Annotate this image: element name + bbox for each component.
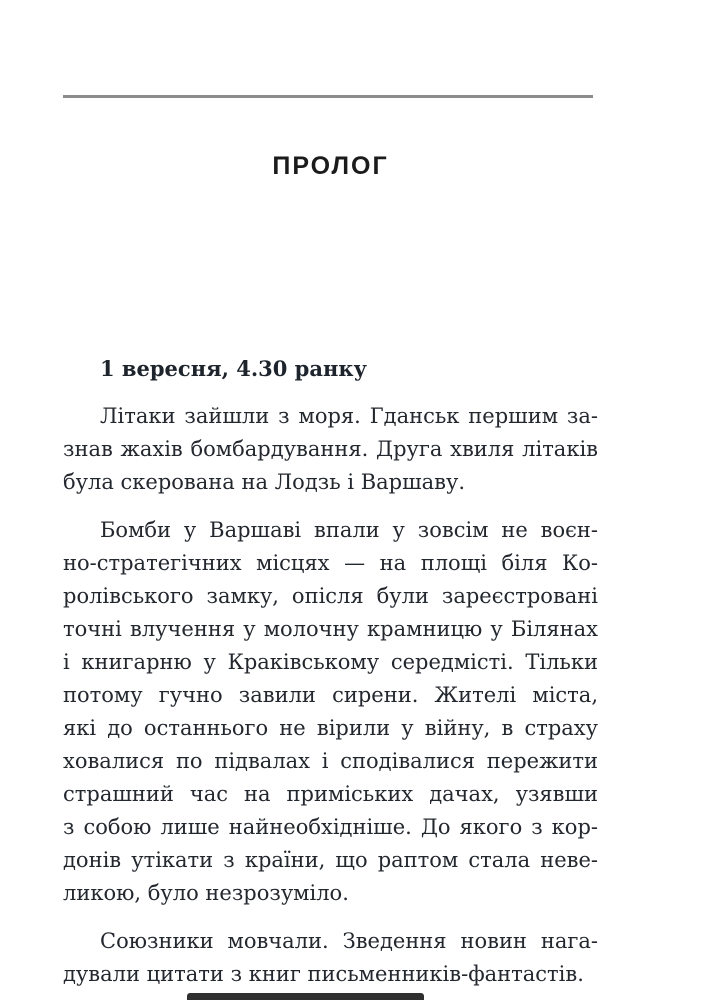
section-divider [63,95,593,98]
paragraph [63,925,598,991]
text-line: Літаки зайшли з моря. Гданськ першим за- [100,404,598,428]
text-line: точні влучення у молочну крамницю у Білянах [63,617,598,641]
chapter-title: ПРОЛОГ [272,152,389,180]
text-line: ховалися по підвалах і сподівалися пережити [63,749,598,773]
text-line: ролівського замку, опісля були зареєстровані [63,584,598,608]
text-line: була скерована на Лодзь і Варшаву. [63,470,466,494]
text-line: з собою лише найнеобхідніше. До якого з кор- [63,815,598,839]
text-line: Бомби у Варшаві впали у зовсім не воєн- [100,518,598,542]
text-line: страшний час на приміських дачах, узявши [63,782,598,806]
text-line: Союзники мовчали. Зведення новин нага- [100,929,598,953]
paragraph [63,514,598,910]
text-line: які до останнього не вірили у війну, в страху [63,716,598,740]
text-line: ликою, було незрозуміло. [63,881,349,905]
bottom-bar [187,993,424,1000]
body-text [63,400,598,991]
text-line: потому гучно завили сирени. Жителі міста, [63,683,598,707]
date-line: 1 вересня, 4.30 ранку [100,356,367,381]
text-line: і книгарню у Краківському середмісті. Тільки [63,650,598,674]
text-line: знав жахів бомбардування. Друга хвиля літаків [63,437,598,461]
text-line: но-стратегічних місцях — на площі біля Ко- [63,551,598,575]
paragraph [63,400,598,499]
text-line: донів утікати з країни, що раптом стала неве- [63,848,598,872]
text-line: дували цитати з книг письменників-фантастів. [63,962,584,986]
